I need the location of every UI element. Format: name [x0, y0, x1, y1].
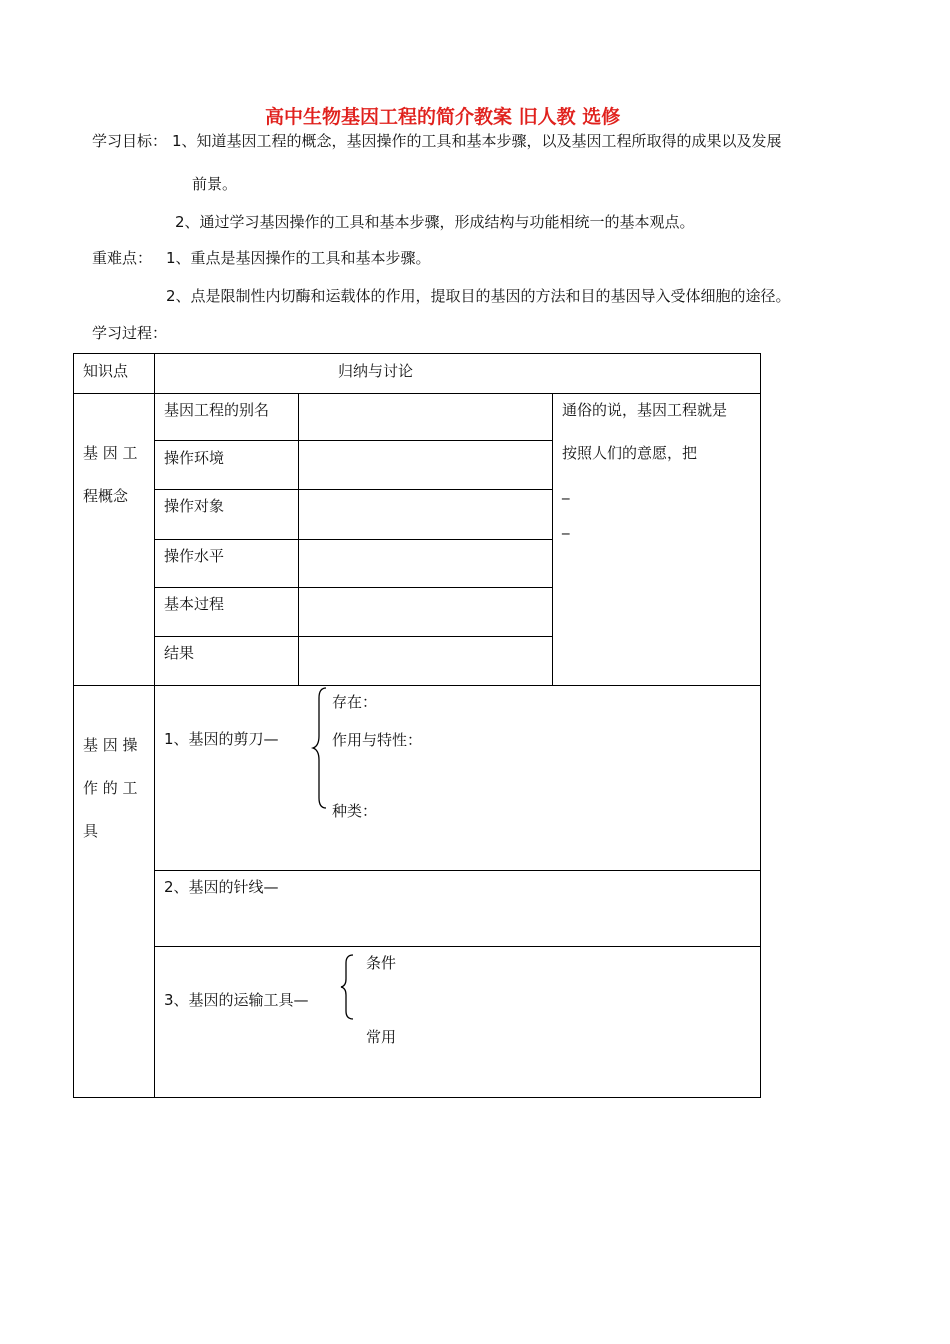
scissors-exist: 存在： [332, 693, 378, 711]
key-points-label: 重难点： [92, 249, 153, 267]
tools-label-line1: 基 因 操 [83, 736, 138, 754]
goal-item-1: 1、知道基因工程的概念，基因操作的工具和基本步骤，以及基因工程所取得的成果以及发展 [172, 132, 782, 150]
concept-row-process: 基本过程 [164, 595, 225, 613]
tools-label-line2: 作 的 工 [83, 779, 138, 797]
concept-label-line2: 程概念 [83, 487, 129, 505]
concept-label-line1: 基 因 工 [83, 444, 138, 462]
concept-row-result: 结果 [164, 644, 195, 662]
concept-note-dash-2: _ [562, 517, 570, 535]
concept-row-environment: 操作环境 [164, 449, 225, 467]
goal-item-1-cont: 前景。 [192, 175, 238, 193]
transport-brace-icon [339, 953, 355, 1021]
concept-row-level: 操作水平 [164, 547, 225, 565]
tool-transport: 3、基因的运输工具— [164, 991, 309, 1009]
goals-label: 学习目标： [92, 132, 168, 150]
scissors-function: 作用与特性： [332, 731, 423, 749]
tool-scissors: 1、基因的剪刀— [164, 730, 279, 748]
concept-note-line2: 按照人们的意愿，把 [562, 444, 698, 462]
header-knowledge-point: 知识点 [83, 362, 129, 380]
tools-label-line3: 具 [83, 822, 99, 840]
scissors-brace-icon [311, 686, 329, 810]
concept-row-object: 操作对象 [164, 497, 225, 515]
header-summary-discussion: 归纳与讨论 [338, 362, 414, 380]
transport-common: 常用 [366, 1028, 397, 1046]
goal-item-2: 2、通过学习基因操作的工具和基本步骤，形成结构与功能相统一的基本观点。 [175, 213, 695, 231]
concept-note-line1: 通俗的说，基因工程就是 [562, 401, 728, 419]
tool-needle-thread: 2、基因的针线— [164, 878, 279, 896]
key-point-2: 2、点是限制性内切酶和运载体的作用，提取目的基因的方法和目的基因导入受体细胞的途径。 [166, 287, 791, 305]
transport-condition: 条件 [366, 954, 397, 972]
concept-note-dash-1: _ [562, 482, 570, 500]
concept-row-alias: 基因工程的别名 [164, 401, 270, 419]
page-title: 高中生物基因工程的简介教案 旧人教 选修 [265, 106, 621, 128]
scissors-types: 种类： [332, 802, 378, 820]
process-label: 学习过程： [92, 324, 168, 342]
key-point-1: 1、重点是基因操作的工具和基本步骤。 [166, 249, 431, 267]
